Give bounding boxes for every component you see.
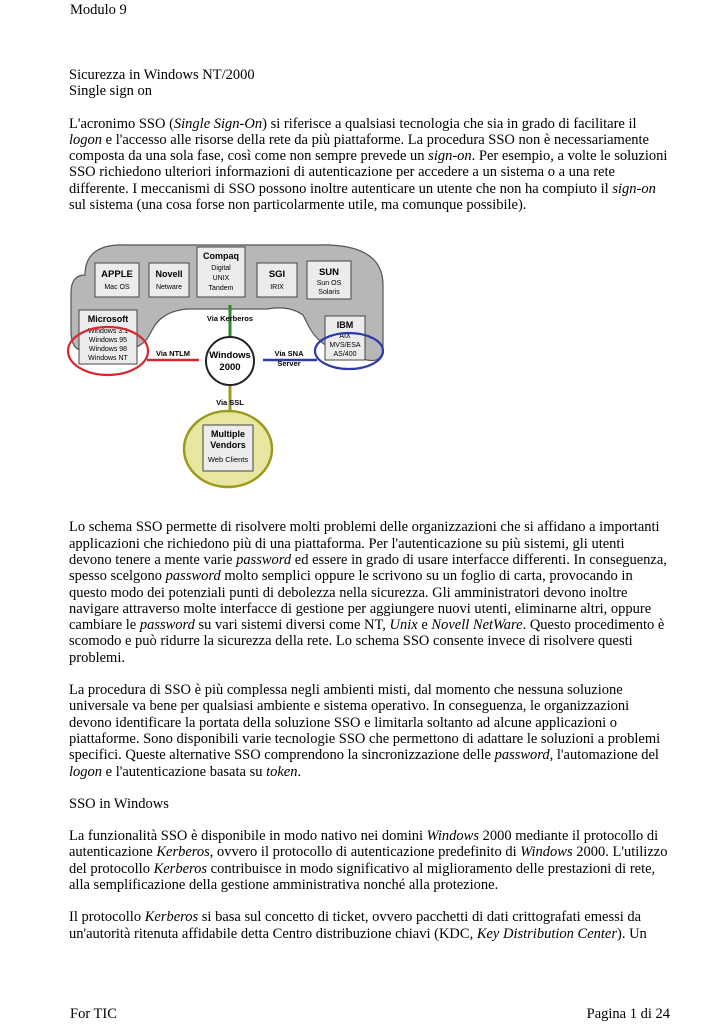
- text-run: e l'accesso alle risorse della rete da più piattaforme. La procedura SSO non è necessariamente composta da una sola fase, così come non sempre prevede un: [69, 131, 649, 165]
- text-run: molto semplici oppure le scrivono su un foglio di carta, provocando in questo modo dei potenziali punti di debolezza nella sicurezza. Gli amministratori devono inoltre navigare attraverso molte interfacce di gestione per aggiungere nuovi utenti, eliminarne altri, oppure cambiare le: [69, 568, 652, 634]
- text-run: Lo schema SSO permette di risolvere molti problemi delle organizzazioni che si affidano a importanti applicazioni che richiedono più di una piattaforma. Per l'autenticazione su più sistemi, gli utenti devono tenere a mente varie: [69, 519, 660, 568]
- diagram-label: Vendors: [210, 440, 246, 451]
- italic-text: sign-on: [612, 180, 656, 197]
- diagram-label: IRIX: [270, 284, 284, 292]
- text-run: 2000. L'utilizzo del protocollo: [69, 844, 668, 877]
- text-run: L'acronimo SSO (: [69, 115, 174, 132]
- italic-text: Kerberos: [153, 860, 208, 877]
- diagram-label: Netware: [155, 284, 183, 292]
- italic-text: Key Distribution Center: [476, 925, 617, 942]
- text-run: 2000 mediante il protocollo di autenticazione: [69, 828, 659, 861]
- compaq-box: [197, 247, 245, 297]
- italic-text: Kerberos: [156, 844, 210, 861]
- diagram-label: Microsoft: [87, 314, 129, 325]
- text-run: . Per esempio, a volte le soluzioni SSO richiedono ulteriori informazioni di autenticazione per accedere a un sistema o a una rete differente. I meccanismi di SSO possono inoltre autenticare un utente che non ha compiuto il: [69, 148, 668, 197]
- italic-text: Single Sign-On: [173, 115, 263, 132]
- windows-2000-node: [206, 337, 254, 385]
- novell-box: [149, 263, 189, 297]
- diagram-label: 2000: [219, 362, 241, 374]
- sna-label: Via SNA: [274, 349, 304, 359]
- text-run: La funzionalità SSO è disponibile in modo nativo nei domini: [69, 828, 427, 845]
- ibm-box: [325, 316, 365, 360]
- paragraph: [69, 909, 669, 942]
- diagram-label: MVS/ESA: [329, 342, 361, 350]
- ssl-label: Via SSL: [216, 398, 244, 408]
- italic-text: Windows: [520, 844, 573, 861]
- diagram-label: SGI: [268, 269, 286, 281]
- diagram-label: Windows: [209, 350, 251, 362]
- text-run: , l'automazione del: [549, 747, 659, 764]
- diagram-label: IBM: [336, 320, 354, 331]
- paragraph: [69, 116, 669, 214]
- sna-label-2: Server: [277, 359, 301, 369]
- diagram-label: Web Clients: [207, 455, 249, 465]
- sso-diagram-svg: [67, 235, 387, 497]
- italic-text: sign-on: [428, 148, 472, 165]
- section-heading-windows: SSO in Windows: [69, 795, 169, 812]
- sso-diagram: [67, 235, 387, 497]
- text-run: si basa sul concetto di ticket, ovvero pacchetti di dati crittografati emessi da un'autorità ritenuta affidabile detta Centro distribuzione chiavi (KDC,: [69, 909, 642, 942]
- italic-text: password: [139, 617, 195, 634]
- diagram-label: Solaris: [318, 289, 340, 297]
- apple-box: [95, 263, 139, 297]
- diagram-label: Digital: [211, 265, 231, 273]
- italic-text: Kerberos: [144, 909, 199, 926]
- ntlm-label: Via NTLM: [155, 349, 191, 359]
- diagram-label: Tandem: [208, 285, 234, 293]
- kerberos-label: Via Kerberos: [206, 314, 254, 324]
- text-run: La procedura di SSO è più complessa negli ambienti misti, dal momento che nessuna soluzione universale va bene per qualsiasi ambiente e sistema operativo. In conseguenza, le organizzazioni devono identificare la portata della soluzione SSO e limitarla soltanto ad alcune applicazioni o piattaforme. Sono disponibili varie tecnologie SSO che permettono di adattare le soluzioni a problemi specifici. Queste alternative SSO comprendono la sincronizzazione delle: [69, 682, 661, 764]
- text-run: ed essere in grado di usare interfacce differenti. In conseguenza, spesso scelgono: [69, 551, 667, 585]
- diagram-label: Windows NT: [88, 355, 128, 363]
- diagram-label: Multiple: [211, 429, 245, 440]
- diagram-label: Sun OS: [316, 280, 342, 288]
- paragraph: [69, 828, 669, 893]
- diagram-label: Windows 95: [88, 337, 128, 345]
- diagram-label: AIX: [339, 333, 351, 341]
- footer-left: For TIC: [70, 1006, 117, 1022]
- microsoft-box: [79, 310, 137, 364]
- doc-title: Sicurezza in Windows NT/2000: [69, 67, 255, 83]
- diagram-label: Novell: [155, 269, 183, 280]
- italic-text: Unix: [389, 617, 418, 634]
- section-heading-sso: Single sign on: [69, 83, 152, 100]
- text-run: Il protocollo: [69, 909, 145, 926]
- text-run: sul sistema (una cosa forse non particolarmente utile, ma comunque possibile).: [69, 197, 527, 214]
- text-run: . Questo procedimento è scomodo e può ridurre la sicurezza della rete. Lo schema SSO consente invece di risolvere questi problemi.: [69, 617, 665, 666]
- italic-text: password: [494, 747, 550, 764]
- italic-text: password: [165, 568, 221, 585]
- page-header: Modulo 9: [70, 2, 127, 18]
- text-run: su vari sistemi diversi come NT,: [194, 617, 390, 634]
- italic-text: Windows: [426, 828, 479, 845]
- italic-text: Novell NetWare: [431, 617, 523, 634]
- italic-text: password: [236, 551, 292, 568]
- paragraph: [69, 682, 669, 780]
- diagram-label: UNIX: [212, 275, 230, 283]
- diagram-label: APPLE: [101, 269, 133, 281]
- italic-text: logon: [69, 763, 103, 780]
- text-run: e l'autenticazione basata su: [102, 763, 267, 780]
- diagram-label: AS/400: [333, 351, 357, 359]
- diagram-label: Windows 3.1: [87, 328, 129, 336]
- sgi-box: [257, 263, 297, 297]
- diagram-label: Mac OS: [104, 284, 130, 292]
- diagram-label: Windows 98: [88, 346, 128, 354]
- paragraph: [69, 519, 669, 666]
- italic-text: logon: [69, 131, 103, 148]
- sun-box: [307, 261, 351, 299]
- italic-text: token: [266, 763, 298, 780]
- text-run: ). Un: [617, 925, 647, 942]
- document-body: [69, 67, 669, 942]
- text-run: .: [297, 763, 302, 780]
- text-run: , ovvero il protocollo di autenticazione predefinito di: [209, 844, 521, 861]
- text-run: e: [417, 617, 432, 634]
- multiple-vendors-node: [184, 411, 272, 487]
- diagram-label: SUN: [318, 267, 340, 279]
- footer-page-number: Pagina 1 di 24: [586, 1006, 670, 1022]
- text-run: contribuisce in modo significativo al miglioramento delle prestazioni di rete, alla semplificazione della gestione amministrativa nonché alla protezione.: [69, 860, 656, 894]
- diagram-label: Compaq: [203, 251, 239, 262]
- text-run: ) si riferisce a qualsiasi tecnologia che sia in grado di facilitare il: [262, 115, 637, 132]
